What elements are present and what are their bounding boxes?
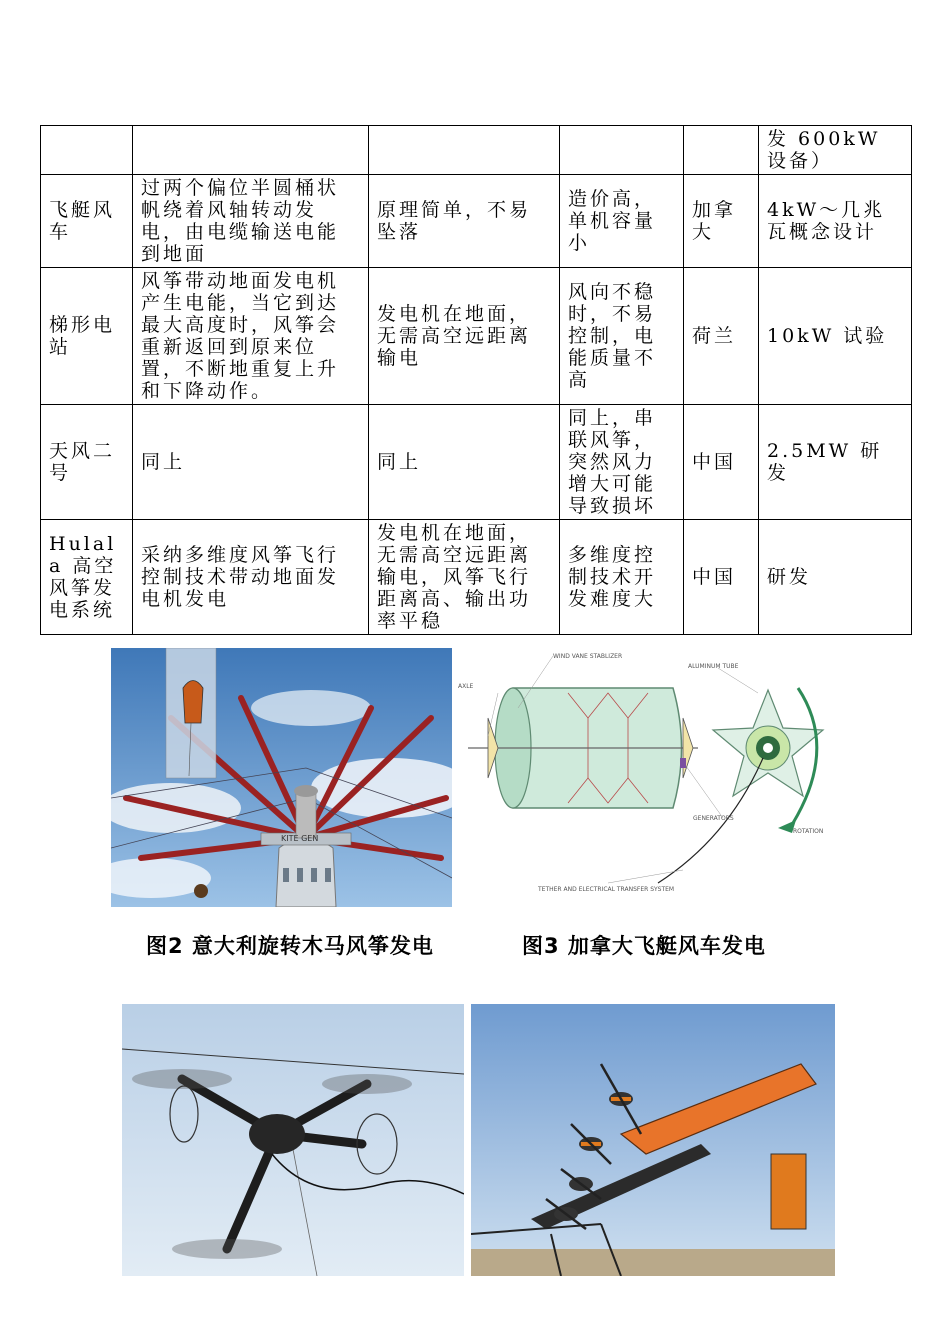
cell-advantage: 发电机在地面，无需高空远距离输电，风筝飞行距离高、输出功率平稳	[369, 520, 560, 635]
label-tether: TETHER AND ELECTRICAL TRANSFER SYSTEM	[538, 886, 675, 893]
table-row	[41, 126, 912, 175]
cell-country	[684, 126, 759, 175]
cell-principle: 过两个偏位半圆桶状帆绕着风轴转动发电，由电缆输送电能到地面	[133, 175, 369, 268]
figure-2-caption: 图2 意大利旋转木马风筝发电	[146, 934, 434, 958]
figure-kite-carousel	[111, 648, 452, 907]
label-stabilizer: WIND VANE STABLIZER	[553, 653, 623, 660]
kitegen-sign: KITE GEN	[281, 834, 319, 843]
cell-status: 发 600kW 设备）	[759, 126, 912, 175]
label-rotation: ROTATION	[793, 828, 824, 835]
cell-status: 研发	[759, 520, 912, 635]
cell-name	[41, 126, 133, 175]
label-aluminum-tube: ALUMINUM TUBE	[688, 663, 739, 670]
comparison-table	[40, 125, 912, 635]
cell-country: 中国	[684, 520, 759, 635]
photo-kite-wing	[471, 1004, 835, 1276]
cell-country: 荷兰	[684, 268, 759, 405]
figure-3-caption: 图3 加拿大飞艇风车发电	[522, 934, 766, 958]
cell-country: 加拿大	[684, 175, 759, 268]
cell-principle	[133, 126, 369, 175]
figure-airship-windmill	[458, 648, 838, 898]
cell-name: 飞艇风车	[41, 175, 133, 268]
cell-status: 10kW 试验	[759, 268, 912, 405]
table-row	[41, 175, 912, 268]
cell-advantage: 发电机在地面，无需高空远距离输电	[369, 268, 560, 405]
table-row	[41, 405, 912, 520]
cell-disadvantage: 造价高，单机容量小	[560, 175, 684, 268]
cell-name: 梯形电站	[41, 268, 133, 405]
cell-disadvantage: 同上，串联风筝，突然风力增大可能导致损坏	[560, 405, 684, 520]
label-axle: AXLE	[458, 683, 474, 690]
cell-disadvantage: 风向不稳时，不易控制，电能质量不高	[560, 268, 684, 405]
cell-principle: 同上	[133, 405, 369, 520]
table-row	[41, 268, 912, 405]
cell-advantage	[369, 126, 560, 175]
cell-name: Hulala 高空风筝发电系统	[41, 520, 133, 635]
cell-name: 天风二号	[41, 405, 133, 520]
cell-advantage: 原理简单，不易坠落	[369, 175, 560, 268]
cell-disadvantage: 多维度控制技术开发难度大	[560, 520, 684, 635]
cell-principle: 采纳多维度风筝飞行控制技术带动地面发电机发电	[133, 520, 369, 635]
cell-advantage: 同上	[369, 405, 560, 520]
cell-status: 4kW～几兆瓦概念设计	[759, 175, 912, 268]
table-row	[41, 520, 912, 635]
cell-disadvantage	[560, 126, 684, 175]
label-generators: GENERATORS	[693, 815, 734, 822]
photo-quadcopter	[122, 1004, 464, 1276]
cell-status: 2.5MW 研发	[759, 405, 912, 520]
cell-principle: 风筝带动地面发电机产生电能，当它到达最大高度时，风筝会重新返回到原来位置，不断地重复上升和下降动作。	[133, 268, 369, 405]
cell-country: 中国	[684, 405, 759, 520]
